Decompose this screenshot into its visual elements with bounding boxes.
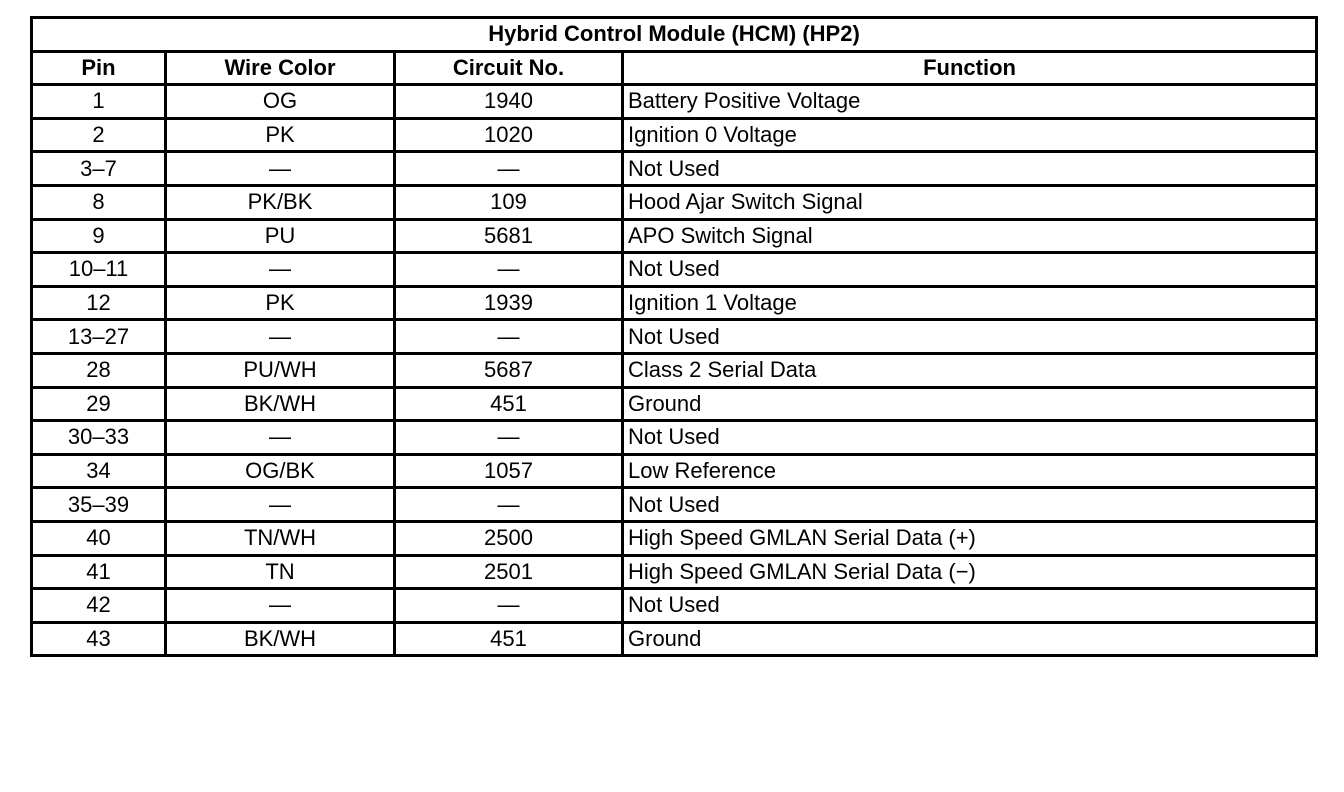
table-row [32,488,1317,522]
cell-pin: 29 [32,387,166,421]
cell-circuit-no: 1940 [395,85,623,119]
cell-function: Ignition 0 Voltage [623,118,1317,152]
table-row [32,589,1317,623]
cell-pin: 35–39 [32,488,166,522]
cell-pin: 41 [32,555,166,589]
cell-function: Not Used [623,488,1317,522]
table-body [32,85,1317,656]
cell-function: Battery Positive Voltage [623,85,1317,119]
cell-function: Ignition 1 Voltage [623,286,1317,320]
cell-wire-color: — [166,253,395,287]
table-header-row [32,51,1317,85]
header-pin: Pin [32,51,166,85]
cell-function: Not Used [623,320,1317,354]
table-row [32,85,1317,119]
cell-wire-color: PU [166,219,395,253]
header-circuit-no: Circuit No. [395,51,623,85]
table-row [32,118,1317,152]
cell-function: High Speed GMLAN Serial Data (+) [623,521,1317,555]
table-row [32,185,1317,219]
cell-pin: 28 [32,353,166,387]
cell-function: APO Switch Signal [623,219,1317,253]
cell-circuit-no: — [395,152,623,186]
cell-function: Low Reference [623,454,1317,488]
table-title: Hybrid Control Module (HCM) (HP2) [32,18,1317,52]
table-row [32,320,1317,354]
header-wire-color: Wire Color [166,51,395,85]
cell-function: Not Used [623,421,1317,455]
cell-circuit-no: 109 [395,185,623,219]
cell-circuit-no: 1939 [395,286,623,320]
table-row [32,555,1317,589]
cell-pin: 42 [32,589,166,623]
cell-wire-color: BK/WH [166,387,395,421]
table-title-row [32,18,1317,52]
cell-function: Class 2 Serial Data [623,353,1317,387]
table-row [32,152,1317,186]
cell-circuit-no: 1057 [395,454,623,488]
cell-pin: 13–27 [32,320,166,354]
cell-wire-color: BK/WH [166,622,395,656]
cell-function: High Speed GMLAN Serial Data (−) [623,555,1317,589]
cell-circuit-no: 1020 [395,118,623,152]
cell-pin: 2 [32,118,166,152]
table-row [32,253,1317,287]
cell-circuit-no: 451 [395,387,623,421]
cell-circuit-no: 5681 [395,219,623,253]
cell-wire-color: — [166,488,395,522]
cell-wire-color: OG [166,85,395,119]
cell-function: Not Used [623,589,1317,623]
cell-pin: 40 [32,521,166,555]
cell-wire-color: OG/BK [166,454,395,488]
table-row [32,286,1317,320]
cell-wire-color: PU/WH [166,353,395,387]
cell-wire-color: PK/BK [166,185,395,219]
cell-pin: 10–11 [32,253,166,287]
cell-wire-color: TN [166,555,395,589]
cell-wire-color: — [166,320,395,354]
table-row [32,353,1317,387]
cell-function: Ground [623,387,1317,421]
table-row [32,387,1317,421]
cell-wire-color: TN/WH [166,521,395,555]
cell-function: Ground [623,622,1317,656]
cell-wire-color: PK [166,286,395,320]
cell-circuit-no: — [395,488,623,522]
table-row [32,454,1317,488]
cell-pin: 1 [32,85,166,119]
cell-wire-color: — [166,589,395,623]
cell-circuit-no: — [395,253,623,287]
cell-pin: 43 [32,622,166,656]
table-row [32,521,1317,555]
cell-pin: 12 [32,286,166,320]
connector-pinout-table [30,16,1318,657]
table-row [32,622,1317,656]
header-function: Function [623,51,1317,85]
cell-circuit-no: 451 [395,622,623,656]
table-row [32,219,1317,253]
cell-circuit-no: 5687 [395,353,623,387]
cell-circuit-no: — [395,421,623,455]
cell-pin: 3–7 [32,152,166,186]
cell-circuit-no: 2501 [395,555,623,589]
cell-circuit-no: — [395,589,623,623]
cell-pin: 9 [32,219,166,253]
cell-pin: 34 [32,454,166,488]
cell-wire-color: PK [166,118,395,152]
cell-function: Not Used [623,152,1317,186]
cell-circuit-no: 2500 [395,521,623,555]
table-row [32,421,1317,455]
cell-function: Hood Ajar Switch Signal [623,185,1317,219]
cell-pin: 8 [32,185,166,219]
cell-circuit-no: — [395,320,623,354]
cell-function: Not Used [623,253,1317,287]
cell-wire-color: — [166,152,395,186]
cell-wire-color: — [166,421,395,455]
cell-pin: 30–33 [32,421,166,455]
